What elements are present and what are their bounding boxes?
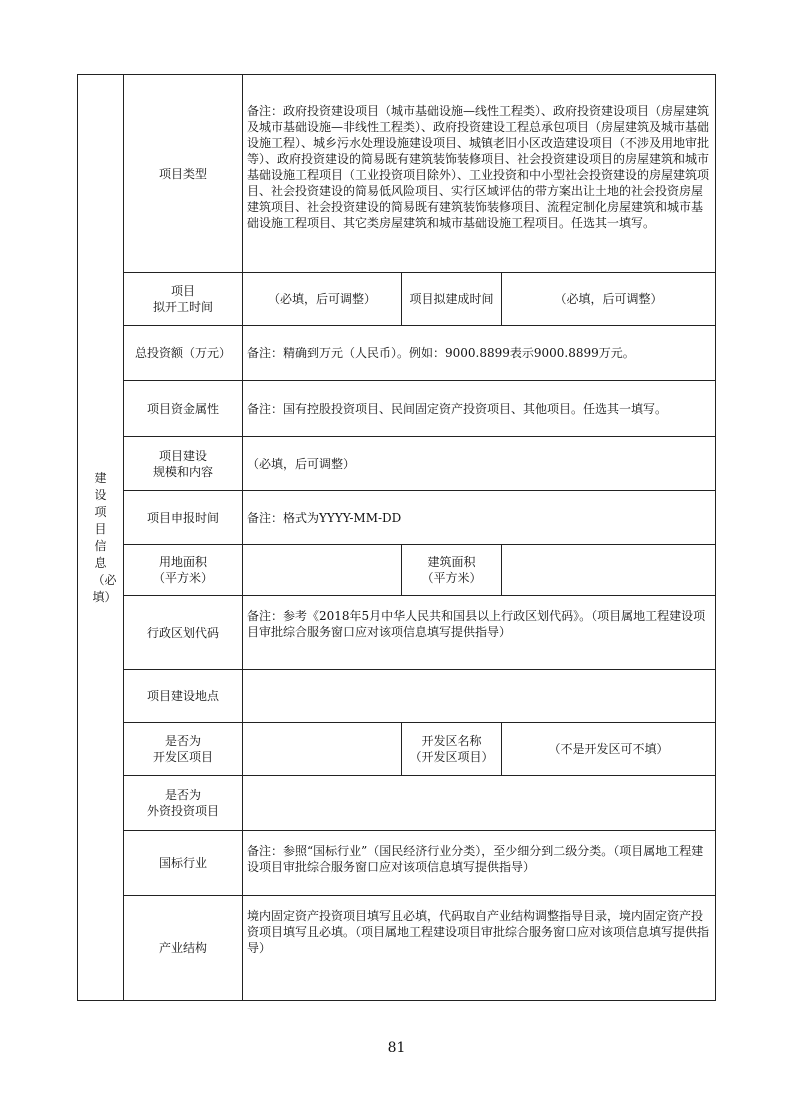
- division-code-value[interactable]: 备注：参考《2018年5月中华人民共和国县以上行政区划代码》。（项目属地工程建设项目审批综合服务窗口应对该项信息填写提供指导）: [243, 596, 716, 670]
- structure-label: 产业结构: [124, 896, 243, 1001]
- dev-zone-label: 是否为 开发区项目: [124, 723, 243, 776]
- row-fund-attribute: [78, 381, 716, 437]
- row-foreign: [78, 776, 716, 831]
- row-structure: [78, 896, 716, 1001]
- division-code-label: 行政区划代码: [124, 596, 243, 670]
- row-land-area: [78, 545, 716, 596]
- row-start-time: [78, 273, 716, 326]
- scale-content-value[interactable]: （必填，后可调整）: [243, 437, 716, 491]
- row-declare-time: [78, 491, 716, 545]
- industry-value[interactable]: 备注：参照“国标行业”（国民经济行业分类），至少细分到二级分类。（项目属地工程建设项目审批综合服务窗口应对该项信息填写提供指导）: [243, 831, 716, 896]
- total-investment-label: 总投资额（万元）: [124, 326, 243, 381]
- total-investment-value[interactable]: 备注：精确到万元（人民币）。例如：9000.8899表示9000.8899万元。: [243, 326, 716, 381]
- row-dev-zone: [78, 723, 716, 776]
- dev-zone-name-value[interactable]: （不是开发区可不填）: [502, 723, 716, 776]
- start-time-label: 项目 拟开工时间: [124, 273, 243, 326]
- row-division-code: [78, 596, 716, 670]
- start-time-value[interactable]: （必填，后可调整）: [243, 273, 402, 326]
- completion-time-value[interactable]: （必填，后可调整）: [502, 273, 716, 326]
- row-project-type: [78, 75, 716, 273]
- row-industry: [78, 831, 716, 896]
- scale-content-label: 项目建设 规模和内容: [124, 437, 243, 491]
- section-title: 建设项目信息（必填）: [78, 75, 124, 1001]
- location-label: 项目建设地点: [124, 670, 243, 723]
- dev-zone-value[interactable]: [243, 723, 402, 776]
- declare-time-value[interactable]: 备注：格式为YYYY-MM-DD: [243, 491, 716, 545]
- completion-time-label: 项目拟建成时间: [402, 273, 502, 326]
- building-area-value[interactable]: [502, 545, 716, 596]
- foreign-value[interactable]: [243, 776, 716, 831]
- structure-value[interactable]: 境内固定资产投资项目填写且必填，代码取自产业结构调整指导目录，境内固定资产投资项目填写且必填。（项目属地工程建设项目审批综合服务窗口应对该项信息填写提供指导）: [243, 896, 716, 1001]
- project-type-value[interactable]: 备注：政府投资建设项目（城市基础设施—线性工程类）、政府投资建设项目（房屋建筑及城市基础设施—非线性工程类）、政府投资建设工程总承包项目（房屋建筑及城市基础设施工程）、城乡污水处理设施建设项目、城镇老旧小区改造建设项目（不涉及用地审批等）、政府投资建设的简易既有建筑装饰装修项目、社会投资建设项目的房屋建筑和城市基础设施工程项目（工业投资项目除外）、工业投资和中小型社会投资建设的房屋建筑项目、社会投资建设的简易低风险项目、实行区域评估的带方案出让土地的社会投资房屋建筑项目、社会投资建设的简易既有建筑装饰装修项目、流程定制化房屋建筑和城市基础设施工程项目、其它类房屋建筑和城市基础设施工程项目。任选其一填写。: [243, 75, 716, 273]
- land-area-label: 用地面积 （平方米）: [124, 545, 243, 596]
- fund-attribute-label: 项目资金属性: [124, 381, 243, 437]
- page-number: 81: [387, 1040, 406, 1056]
- project-type-label: 项目类型: [124, 75, 243, 273]
- building-area-label: 建筑面积 （平方米）: [402, 545, 502, 596]
- row-location: [78, 670, 716, 723]
- row-total-investment: [78, 326, 716, 381]
- row-scale-content: [78, 437, 716, 491]
- declare-time-label: 项目申报时间: [124, 491, 243, 545]
- industry-label: 国标行业: [124, 831, 243, 896]
- dev-zone-name-label: 开发区名称 （开发区项目）: [402, 723, 502, 776]
- fund-attribute-value[interactable]: 备注：国有控股投资项目、民间固定资产投资项目、其他项目。任选其一填写。: [243, 381, 716, 437]
- location-value[interactable]: [243, 670, 716, 723]
- project-info-table: [77, 74, 716, 1001]
- land-area-value[interactable]: [243, 545, 402, 596]
- foreign-label: 是否为 外资投资项目: [124, 776, 243, 831]
